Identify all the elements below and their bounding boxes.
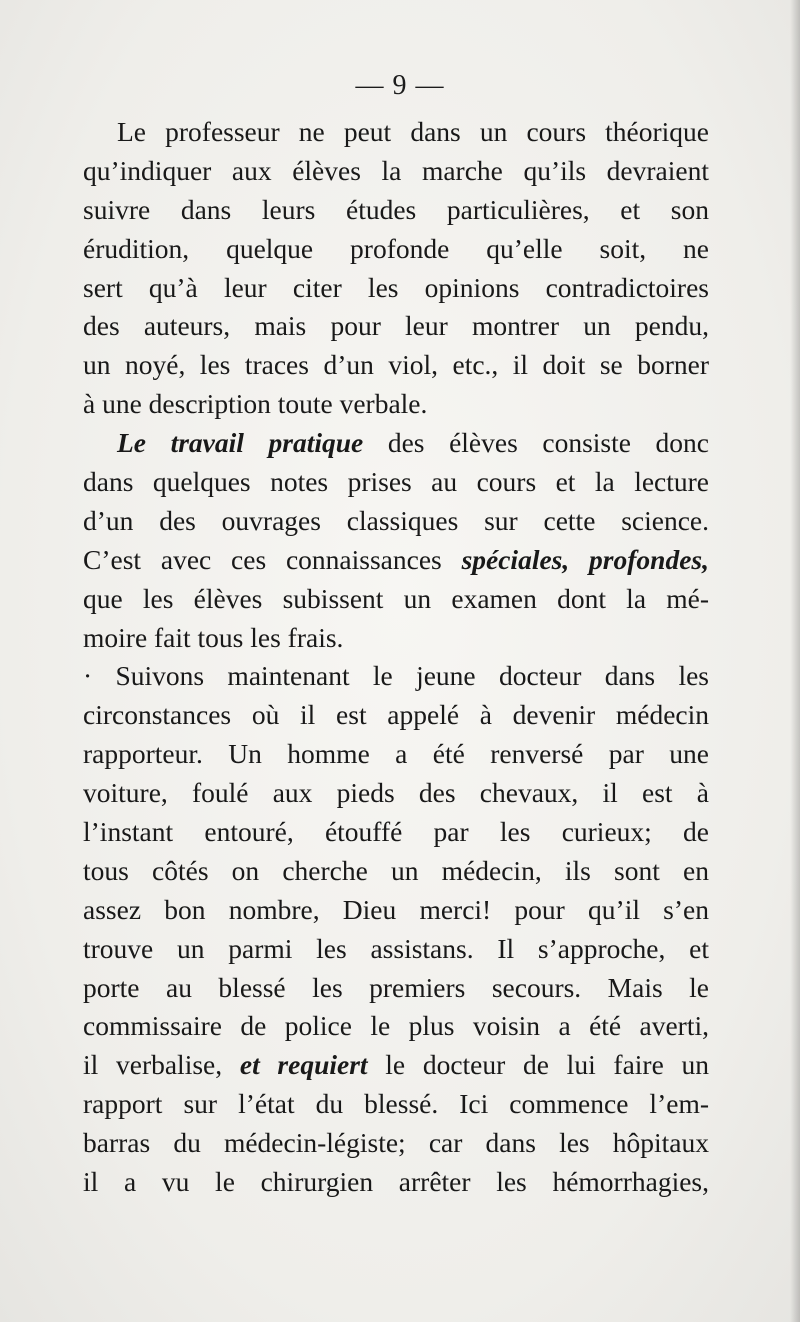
text-line: trouve un parmi les assistans. Il s’approche, et xyxy=(83,932,709,964)
text-line: voiture, foulé aux pieds des chevaux, il est à xyxy=(83,777,709,809)
text-line: rapporteur. Un homme a été renversé par une xyxy=(83,738,709,770)
text-line: que les élèves subissent un examen dont la mé- xyxy=(83,582,709,614)
text-line-rest: le docteur de lui faire un xyxy=(385,1049,710,1081)
text-line: assez bon nombre, Dieu merci! pour qu’il s’en xyxy=(83,893,709,925)
page-edge-shadow xyxy=(790,0,800,1322)
text-line: circonstances où il est appelé à devenir médecin xyxy=(83,699,709,731)
emphasis-speciales-profondes: spéciales, profondes, xyxy=(461,543,709,575)
text-line: barras du médecin-légiste; car dans les hôpitaux xyxy=(83,1127,709,1159)
text-line-start: il verbalise, xyxy=(83,1049,223,1081)
text-line: tous côtés on cherche un médecin, ils sont en xyxy=(83,854,709,886)
text-line: suivre dans leurs études particulières, et son xyxy=(83,193,709,225)
text-line-rest: des élèves consiste donc xyxy=(387,427,709,459)
text-line: porte au blessé les premiers secours. Mais le xyxy=(83,971,709,1003)
text-line: rapport sur l’état du blessé. Ici commence l’em- xyxy=(83,1088,709,1120)
text-line: d’un des ouvrages classiques sur cette science. xyxy=(83,504,709,536)
text-line: commissaire de police le plus voisin a été averti, xyxy=(83,1010,709,1042)
text-line: moire fait tous les frais. xyxy=(83,621,344,653)
page-number: — 9 — xyxy=(355,70,445,101)
text-line: dans quelques notes prises au cours et la lecture xyxy=(83,466,709,498)
text-line: un noyé, les traces d’un viol, etc., il doit se borner xyxy=(83,349,709,381)
text-line xyxy=(83,424,709,463)
text-line: qu’indiquer aux élèves la marche qu’ils devraient xyxy=(83,154,709,186)
text-line: des auteurs, mais pour leur montrer un pendu, xyxy=(83,310,709,342)
text-line: érudition, quelque profonde qu’elle soit, ne xyxy=(83,232,709,264)
text-line xyxy=(83,541,709,580)
text-line xyxy=(83,1046,709,1085)
text-line: · Suivons maintenant le jeune docteur dans les xyxy=(83,660,709,692)
text-line: l’instant entouré, étouffé par les curieux; de xyxy=(83,816,709,848)
emphasis-travail-pratique: Le travail pratique xyxy=(117,427,364,459)
text-line: il a vu le chirurgien arrêter les hémorrhagies, xyxy=(83,1166,709,1198)
emphasis-et-requiert: et requiert xyxy=(239,1049,368,1081)
body-text xyxy=(83,113,709,1202)
text-line: sert qu’à leur citer les opinions contradictoires xyxy=(83,271,709,303)
text-line: Le professeur ne peut dans un cours théorique xyxy=(117,116,709,147)
text-line: à une description toute verbale. xyxy=(83,388,428,420)
text-line-start: C’est avec ces connaissances xyxy=(83,543,442,575)
